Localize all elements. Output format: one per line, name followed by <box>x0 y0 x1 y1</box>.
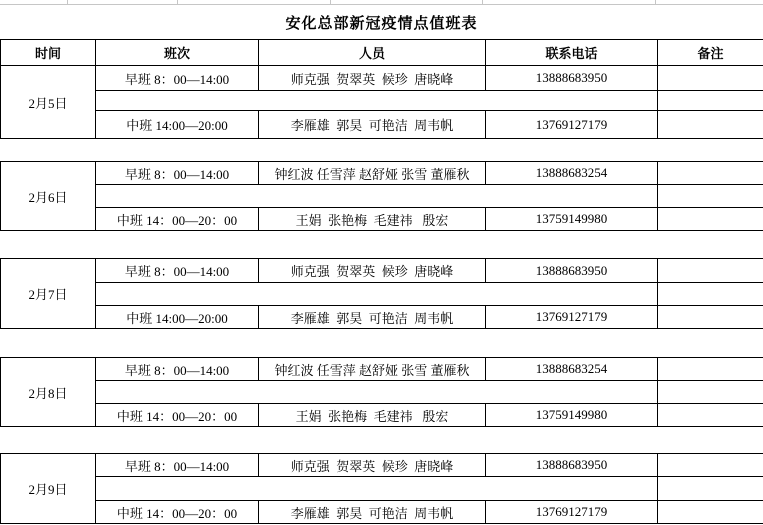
shift-cell: 早班 8：00—14:00 <box>96 162 259 185</box>
empty-spacer-cell <box>96 477 658 501</box>
note-cell <box>658 66 763 91</box>
phone-cell: 13769127179 <box>486 111 658 139</box>
shift-cell: 中班 14:00—20:00 <box>96 111 259 139</box>
shift-cell: 中班 14：00—20：00 <box>96 404 259 427</box>
phone-cell: 13888683254 <box>486 162 658 185</box>
note-cell <box>658 306 763 329</box>
note-cell <box>658 381 763 404</box>
shift-cell: 早班 8：00—14:00 <box>96 358 259 381</box>
phone-cell: 13759149980 <box>486 208 658 231</box>
block-gap <box>0 329 763 357</box>
block-gap <box>0 139 763 161</box>
spreadsheet-top-strip <box>0 0 763 5</box>
note-cell <box>658 111 763 139</box>
note-cell <box>658 501 763 524</box>
table-row <box>1 283 763 306</box>
table-row <box>1 381 763 404</box>
table-row <box>1 91 763 111</box>
column-header-shift: 班次 <box>96 40 259 66</box>
shift-cell: 中班 14:00—20:00 <box>96 306 259 329</box>
block-gap <box>0 231 763 258</box>
grid-tick <box>177 0 178 4</box>
table-row <box>1 404 763 427</box>
table-row <box>1 358 763 381</box>
column-header-time: 时间 <box>1 40 96 66</box>
personnel-cell: 钟红波 任雪萍 赵舒娅 张雪 董雁秋 <box>259 358 486 381</box>
phone-cell: 13769127179 <box>486 306 658 329</box>
phone-cell: 13888683254 <box>486 358 658 381</box>
grid-tick <box>482 0 483 4</box>
note-cell <box>658 91 763 111</box>
table-row <box>1 454 763 477</box>
personnel-cell: 师克强 贺翠英 候珍 唐晓峰 <box>259 66 486 91</box>
duty-table-feb9 <box>0 453 763 524</box>
table-row <box>1 501 763 524</box>
personnel-cell: 钟红波 任雪萍 赵舒娅 张雪 董雁秋 <box>259 162 486 185</box>
date-cell: 2月5日 <box>1 66 96 139</box>
note-cell <box>658 454 763 477</box>
note-cell <box>658 404 763 427</box>
shift-cell: 早班 8：00—14:00 <box>96 454 259 477</box>
table-row <box>1 208 763 231</box>
shift-cell: 中班 14：00—20：00 <box>96 208 259 231</box>
table-row <box>1 185 763 208</box>
grid-tick <box>330 0 331 4</box>
date-cell: 2月9日 <box>1 454 96 524</box>
note-cell <box>658 259 763 283</box>
duty-table-feb6 <box>0 161 763 231</box>
personnel-cell: 李雁雄 郭昊 可艳洁 周韦帆 <box>259 111 486 139</box>
table-row <box>1 162 763 185</box>
note-cell <box>658 283 763 306</box>
table-row <box>1 259 763 283</box>
phone-cell: 13759149980 <box>486 404 658 427</box>
personnel-cell: 师克强 贺翠英 候珍 唐晓峰 <box>259 259 486 283</box>
shift-cell: 中班 14：00—20：00 <box>96 501 259 524</box>
note-cell <box>658 477 763 501</box>
date-cell: 2月8日 <box>1 358 96 427</box>
grid-tick <box>67 0 68 4</box>
column-header-personnel: 人员 <box>259 40 486 66</box>
note-cell <box>658 208 763 231</box>
note-cell <box>658 185 763 208</box>
date-cell: 2月6日 <box>1 162 96 231</box>
block-gap <box>0 427 763 453</box>
personnel-cell: 王娟 张艳梅 毛建祎 殷宏 <box>259 208 486 231</box>
page-title: 安化总部新冠疫情点值班表 <box>285 15 478 32</box>
table-row <box>1 477 763 501</box>
note-cell <box>658 358 763 381</box>
table-row <box>1 306 763 329</box>
phone-cell: 13769127179 <box>486 501 658 524</box>
column-header-note: 备注 <box>658 40 763 66</box>
table-row <box>1 66 763 91</box>
empty-spacer-cell <box>96 381 658 404</box>
column-header-phone: 联系电话 <box>486 40 658 66</box>
grid-tick <box>655 0 656 4</box>
empty-spacer-cell <box>96 283 658 306</box>
date-cell: 2月7日 <box>1 259 96 329</box>
personnel-cell: 李雁雄 郭昊 可艳洁 周韦帆 <box>259 501 486 524</box>
duty-table-feb5 <box>0 39 763 139</box>
phone-cell: 13888683950 <box>486 454 658 477</box>
table-row <box>1 111 763 139</box>
empty-spacer-cell <box>96 91 658 111</box>
phone-cell: 13888683950 <box>486 66 658 91</box>
shift-cell: 早班 8：00—14:00 <box>96 66 259 91</box>
personnel-cell: 师克强 贺翠英 候珍 唐晓峰 <box>259 454 486 477</box>
note-cell <box>658 162 763 185</box>
duty-table-feb8 <box>0 357 763 427</box>
phone-cell: 13888683950 <box>486 259 658 283</box>
duty-table-feb7 <box>0 258 763 329</box>
header-row <box>1 40 763 66</box>
personnel-cell: 王娟 张艳梅 毛建祎 殷宏 <box>259 404 486 427</box>
empty-spacer-cell <box>96 185 658 208</box>
personnel-cell: 李雁雄 郭昊 可艳洁 周韦帆 <box>259 306 486 329</box>
shift-cell: 早班 8：00—14:00 <box>96 259 259 283</box>
